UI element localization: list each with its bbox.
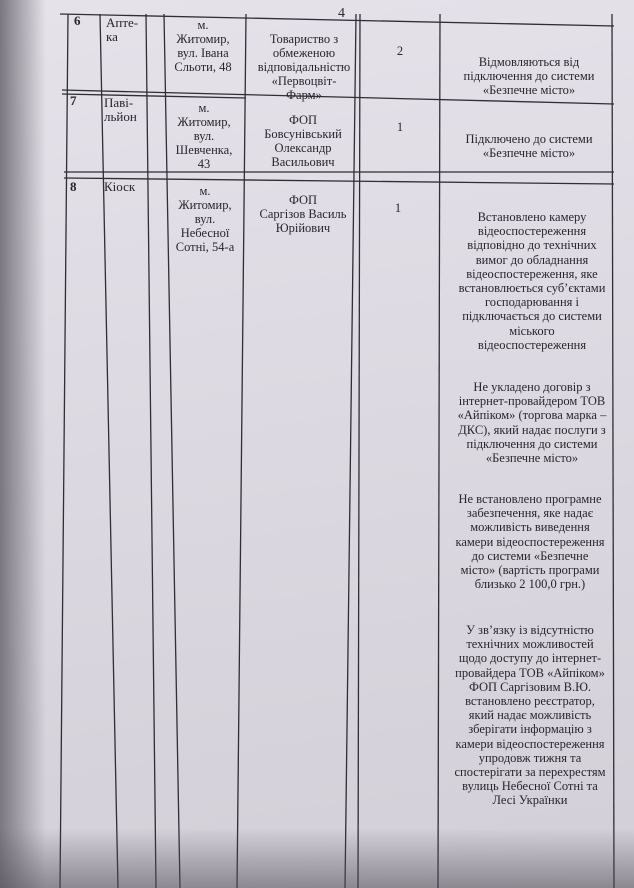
page-shadow-bottom <box>0 828 634 888</box>
row-6-count: 2 <box>396 44 404 58</box>
row-6-status: Відмовляються від підключення до системи «Безпечне місто» <box>463 55 595 97</box>
row-8-status-paragraph-4: У зв’язку із відсутністю технічних можливостей щодо доступу до інтернет- провайдера ТОВ «Айпіком» ФОП Саргізовим В.Ю. встановлено реєстратор, який надає можливість зберігати інформацію з камери відеоспостереження упродовж тижня та спостерігати за перехрестям вулиць Небесної Сотні та Лесі Українки <box>454 623 606 808</box>
row-8-address: м. Житомир, вул. Небесної Сотні, 54-а <box>175 184 235 254</box>
row-6-address: м. Житомир, вул. Івана Сльоти, 48 <box>174 18 232 74</box>
row-8-owner: ФОП Саргізов Василь Юрійович <box>259 193 347 235</box>
row-7-address: м. Житомир, вул. Шевченка, 43 <box>175 101 233 171</box>
row-8-number: 8 <box>70 179 77 194</box>
row-6-owner: Товариство з обмеженою відповідальністю «Первоцвіт- Фарм» <box>257 32 351 102</box>
row-8-count: 1 <box>394 201 402 215</box>
row-7-owner: ФОП Бовсунівський Олександр Васильович <box>264 113 342 169</box>
row-7-type: Паві- льйон <box>104 95 137 124</box>
page-number: 4 <box>338 6 345 21</box>
row-8-status-paragraph-1: Встановлено камеру відеоспостереження відповідно до технічних вимог до обладнання відеоспостереження, яке встановлюється суб’єктами господарювання і підключається до системи міського відеоспостереження <box>458 210 606 352</box>
row-6-number: 6 <box>74 13 81 28</box>
row-8-status-paragraph-2: Не укладено договір з інтернет-провайдером ТОВ «Айпіком» (торгова марка – ДКС), який надає послуги з підключення до системи «Безпечне місто» <box>457 380 607 466</box>
row-7-status: Підключено до системи «Безпечне місто» <box>465 132 593 160</box>
row-7-number: 7 <box>70 93 77 108</box>
row-8-status-paragraph-3: Не встановлено програмне забезпечення, яке надає можливість виведення камери відеоспостереження до системи «Безпечне місто» (вартість програми близько 2 100,0 грн.) <box>455 492 605 592</box>
row-7-count: 1 <box>396 120 404 134</box>
row-6-type: Апте- ка <box>106 15 139 44</box>
row-8-type: Кіоск <box>104 179 136 194</box>
